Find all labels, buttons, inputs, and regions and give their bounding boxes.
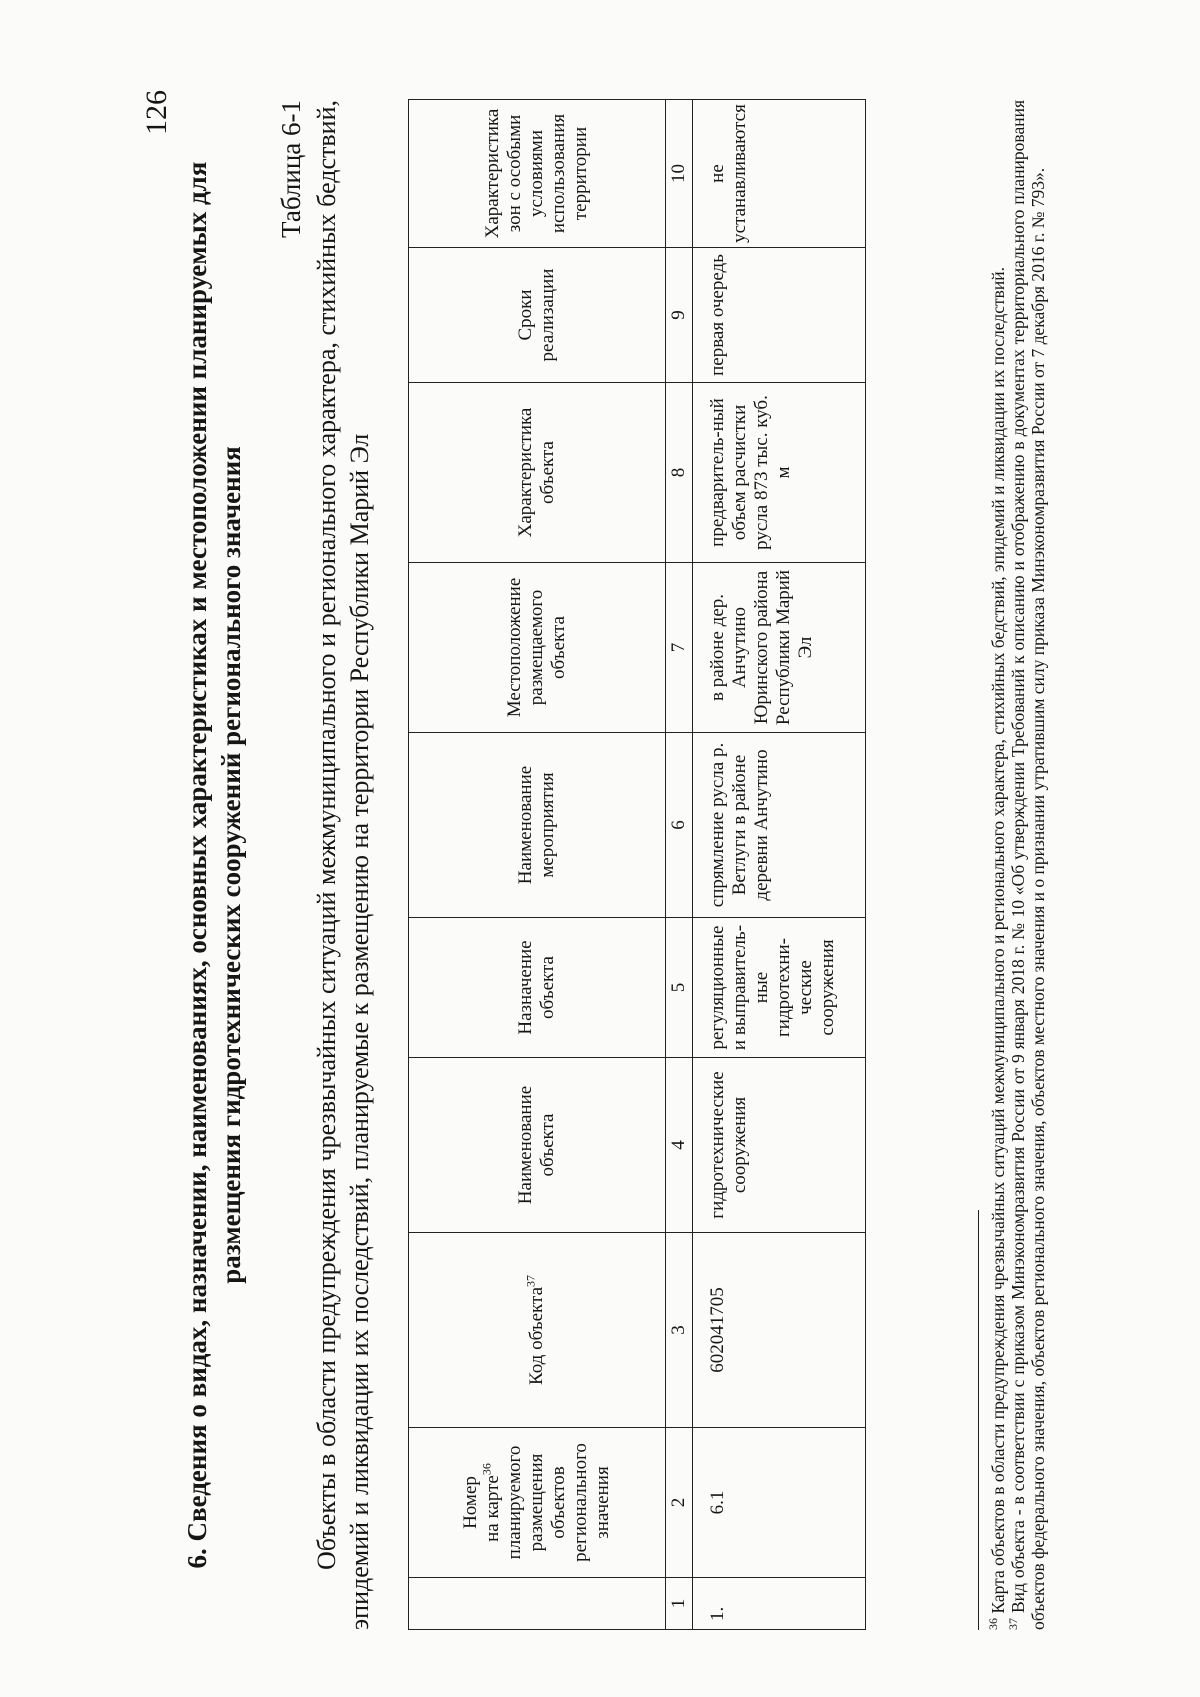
cell-object-code: 602041705: [693, 1233, 866, 1428]
column-number: 7: [666, 563, 693, 733]
header-cell-object-purpose: Назначение объекта: [409, 918, 666, 1058]
header-cell-empty: [409, 1578, 666, 1630]
footnote-36: [988, 100, 1008, 1630]
header-cell-map-number: [409, 1428, 666, 1578]
footnote-36-marker: 36: [986, 1618, 1001, 1630]
column-number: 4: [666, 1058, 693, 1233]
header-cell-activity-name: Наименование мероприятия: [409, 733, 666, 918]
header-cell-location: Местоположение размещаемого объекта: [409, 563, 666, 733]
column-number: 6: [666, 733, 693, 918]
footnote-37-marker: 37: [1006, 1618, 1021, 1630]
column-number: 5: [666, 918, 693, 1058]
column-number: 10: [666, 100, 693, 248]
footnote-ref-37: 37: [523, 1275, 538, 1287]
page-number: 126: [140, 90, 173, 135]
column-number: 3: [666, 1233, 693, 1428]
header-cell-object-name: Наименование объекта: [409, 1058, 666, 1233]
cell-object-name: гидротехнические сооружения: [693, 1058, 866, 1233]
cell-row-number: 1.: [693, 1578, 866, 1630]
table-header-row: [409, 100, 666, 1630]
footnote-ref-36: 36: [479, 1463, 494, 1476]
cell-activity: спрямление русла р. Ветлуги в районе деревни Анчутино: [693, 733, 866, 918]
cell-object-purpose: регуляционные и выправитель-ные гидротехни-ческие сооружения: [693, 918, 866, 1058]
column-number: 2: [666, 1428, 693, 1578]
header-map-number-line2: на карте: [482, 1475, 503, 1542]
header-cell-characteristic: Характеристика объекта: [409, 383, 666, 563]
footnote-36-text: Карта объектов в области предупреждения чрезвычайных ситуаций межмуниципального и регионального характера, стихийных бедствий, эпидемий и ликвидации их последствий.: [988, 266, 1008, 1614]
column-number: 1: [666, 1578, 693, 1630]
footnote-divider: [978, 1210, 979, 1630]
header-cell-zones: Характеристика зон с особыми условиями использования территории: [409, 100, 666, 248]
intro-paragraph: Объекты в области предупреждения чрезвычайных ситуаций межмуниципального и регионального характера, стихийных бедствий, эпидемий и ликвидации их последствий, планируемые к размещению на территории Республики Марий Эл: [312, 100, 374, 1630]
table-column-numbers-row: [666, 100, 693, 1630]
header-object-code-text: Код объекта: [526, 1287, 547, 1385]
rotated-page-content: [140, 70, 1200, 1630]
column-number: 9: [666, 248, 693, 383]
footnote-37-text: Вид объекта - в соответствии с приказом Минэкономразвития России от 9 января 2018 г. № 10 «Об утверждении Требований к описанию и отображению в документах территориального планирования объектов федерального значения, объектов регионального значения, объектов местного значения и о признании утратившим силу приказа Минэкономразвития России от 7 декабря 2016 г. № 793».: [1008, 99, 1048, 1630]
table-row: [693, 100, 866, 1630]
column-number: 8: [666, 383, 693, 563]
header-cell-term: Сроки реализации: [409, 248, 666, 383]
footnote-37: [1008, 100, 1048, 1630]
cell-map-number: 6.1: [693, 1428, 866, 1578]
header-map-number-rest: планируемого размещения объектов регионального значения: [504, 1443, 613, 1562]
header-map-number-line1: Номер: [460, 1476, 481, 1529]
section-heading: 6. Сведения о видах, назначении, наименованиях, основных характеристиках и местоположении планируемых для размещения гидротехнических сооружений регионального значения: [182, 161, 246, 1569]
footnotes: [988, 100, 1048, 1630]
cell-characteristic: предваритель-ный объем расчистки русла 873 тыс. куб. м: [693, 383, 866, 563]
table-label: Таблица 6-1: [276, 100, 306, 238]
cell-zones: не устанавливаются: [693, 100, 866, 248]
objects-table: [408, 99, 866, 1630]
cell-term: первая очередь: [693, 248, 866, 383]
cell-location: в районе дер. Анчутино Юринского района Республики Марий Эл: [693, 563, 866, 733]
header-cell-object-code: [409, 1233, 666, 1428]
